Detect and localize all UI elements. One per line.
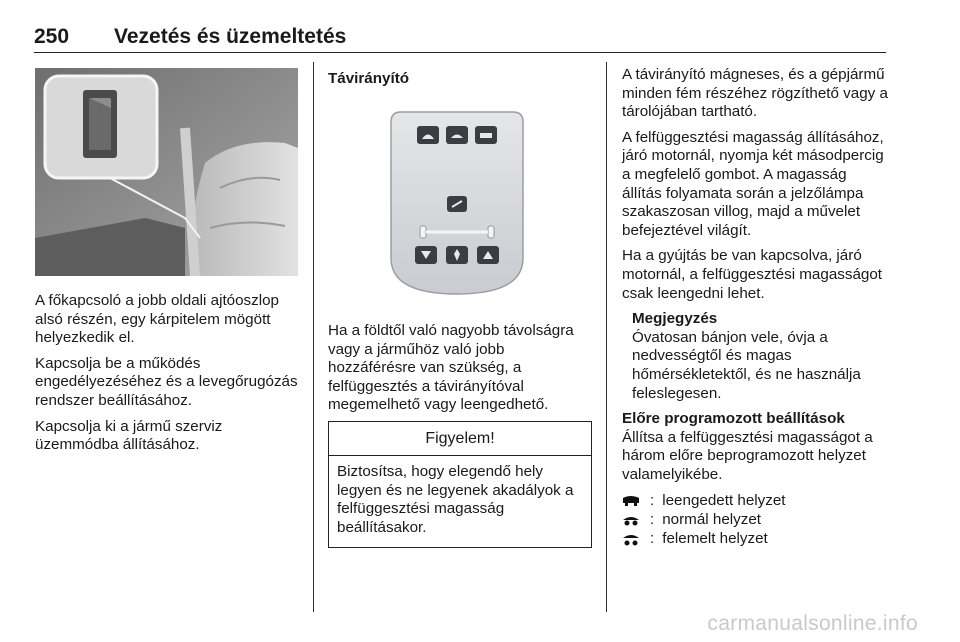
main-switch-location: A főkapcsoló a jobb oldali ajtóoszlop alsó részén, egy kárpitelem mögött helyezkedik el. — [35, 292, 280, 347]
note-body: Óvatosan bánjon vele, óvja a nedvességtől és magas hőmérsékletektől, és ne használja feleslegesen. — [632, 328, 861, 402]
magnetic-info: A távirányító mágneses, és a gépjármű minden fém részéhez rögzíthető vagy a tárolójában tartható. — [622, 66, 888, 121]
position-label: normál helyzet — [662, 511, 761, 529]
ignition-info: Ha a gyújtás be van kapcsolva, járó motornál, a felfüggesztési magasságot csak leengedni lehet. — [622, 247, 883, 302]
position-label: felemelt helyzet — [662, 530, 768, 548]
switch-on-instruction: Kapcsolja be a működés engedélyezéséhez és a levegőrugózás rendszer beállításához. — [35, 354, 298, 409]
height-adjust-instruction: A felfüggesztési magasság állításához, járó motornál, nyomja két másodpercig a megfelelő gombot. A magasság állítás folyamata során a jelzőlámpa szakaszosan villog, majd a művelet befejeztével világít. — [622, 128, 884, 239]
middle-column — [328, 322, 593, 422]
position-label: leengedett helyzet — [662, 492, 786, 510]
right-column — [622, 66, 890, 548]
page-number: 250 — [34, 25, 70, 48]
section-heading: Távirányító — [328, 70, 410, 87]
note-box — [632, 310, 890, 403]
normal-vehicle-icon — [622, 513, 640, 527]
remote-control-illustration — [387, 108, 527, 298]
watermark: carmanualsonline.info — [707, 612, 918, 635]
list-item: : leengedett helyzet — [622, 491, 890, 510]
note-title: Megjegyzés — [632, 310, 718, 328]
switch-illustration — [35, 68, 298, 276]
list-item: : normál helyzet — [622, 510, 890, 529]
list-item: : felemelt helyzet — [622, 529, 890, 548]
preset-description: Állítsa a felfüggesztési magasságot a három előre beprogramozott helyzet valamelyikébe. — [622, 428, 873, 483]
warning-title: Figyelem! — [329, 422, 591, 456]
page-header — [34, 22, 886, 53]
remote-description: Ha a földtől való nagyobb távolságra vagy a járműhöz való jobb hozzáférésre van szükség, a felfüggesztés a távirányítóval megemelhető vagy leengedhető. — [328, 322, 574, 414]
raised-vehicle-icon — [622, 532, 640, 546]
position-list — [622, 491, 890, 548]
column-divider-1 — [313, 62, 314, 612]
column-divider-2 — [606, 62, 607, 612]
warning-body: Biztosítsa, hogy elegendő hely legyen és ne legyenek akadályok a felfüggesztési magasság beállításakor. — [337, 463, 574, 536]
switch-off-instruction: Kapcsolja ki a jármű szerviz üzemmódba állításához. — [35, 417, 223, 454]
middle-column-heading-wrap — [328, 70, 593, 96]
left-column — [35, 292, 303, 462]
preset-subheading: Előre programozott beállítások — [622, 410, 845, 428]
warning-box — [328, 421, 592, 548]
chapter-title: Vezetés és üzemeltetés — [114, 25, 347, 48]
lowered-vehicle-icon — [622, 494, 640, 508]
